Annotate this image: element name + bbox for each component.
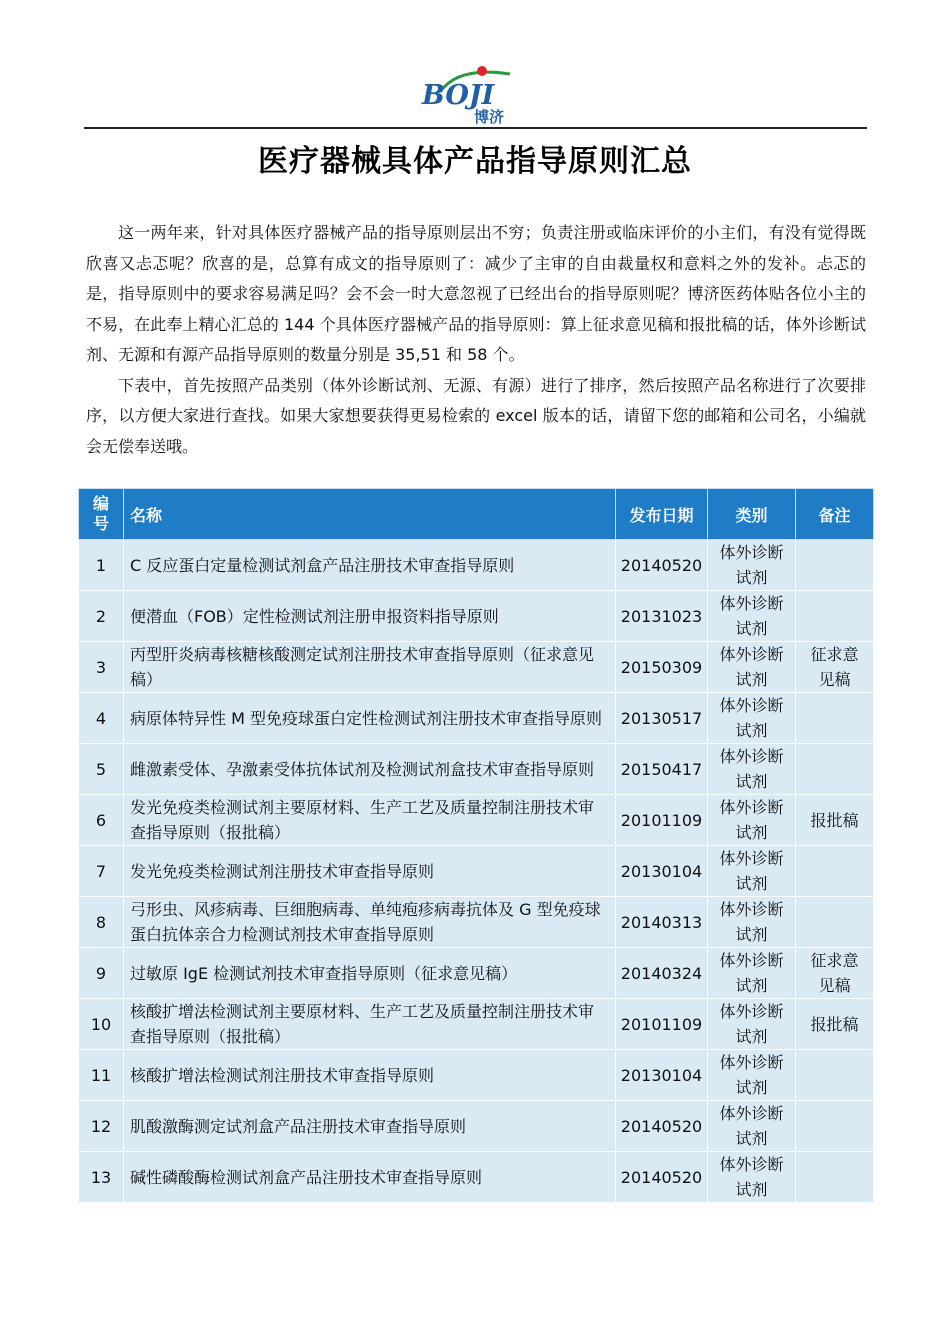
row-date: 20140324 — [616, 948, 708, 999]
table-row — [79, 1152, 874, 1203]
row-note — [796, 846, 874, 897]
header-name: 名称 — [124, 489, 616, 540]
row-number: 3 — [79, 642, 124, 693]
row-number: 7 — [79, 846, 124, 897]
row-date: 20131023 — [616, 591, 708, 642]
guidelines-table — [78, 488, 874, 1203]
intro-paragraph-1: 这一两年来，针对具体医疗器械产品的指导原则层出不穷；负责注册或临床评价的小主们，有没有觉得既欣喜又忐忑呢？欣喜的是，总算有成文的指导原则了：减少了主审的自由裁量权和意料之外的发补。忐忑的是，指导原则中的要求容易满足吗？会不会一时大意忽视了已经出台的指导原则呢？博济医药体贴各位小主的不易，在此奉上精心汇总的 144 个具体医疗器械产品的指导原则：算上征求意见稿和报批稿的话，体外诊断试剂、无源和有源产品指导原则的数量分别是 35,51 和 58 个。 — [86, 223, 866, 364]
row-name: 雌激素受体、孕激素受体抗体试剂及检测试剂盒技术审查指导原则 — [124, 744, 616, 795]
row-date: 20101109 — [616, 999, 708, 1050]
row-category: 体外诊断试剂 — [708, 846, 796, 897]
row-name: 便潜血（FOB）定性检测试剂注册申报资料指导原则 — [124, 591, 616, 642]
row-category: 体外诊断试剂 — [708, 1152, 796, 1203]
row-category: 体外诊断试剂 — [708, 897, 796, 948]
row-date: 20140520 — [616, 540, 708, 591]
row-date: 20140520 — [616, 1101, 708, 1152]
row-name: 发光免疫类检测试剂注册技术审查指导原则 — [124, 846, 616, 897]
row-date: 20150309 — [616, 642, 708, 693]
table-row — [79, 744, 874, 795]
row-note: 征求意见稿 — [796, 642, 874, 693]
row-number: 8 — [79, 897, 124, 948]
row-number: 11 — [79, 1050, 124, 1101]
table-row — [79, 1050, 874, 1101]
header-category: 类别 — [708, 489, 796, 540]
boji-logo — [418, 62, 528, 128]
row-date: 20130104 — [616, 846, 708, 897]
table-header-row — [79, 489, 874, 540]
row-name: 弓形虫、风疹病毒、巨细胞病毒、单纯疱疹病毒抗体及 G 型免疫球蛋白抗体亲合力检测试剂技术审查指导原则 — [124, 897, 616, 948]
row-number: 4 — [79, 693, 124, 744]
row-name: C 反应蛋白定量检测试剂盒产品注册技术审查指导原则 — [124, 540, 616, 591]
row-note — [796, 540, 874, 591]
row-name: 过敏原 IgE 检测试剂技术审查指导原则（征求意见稿） — [124, 948, 616, 999]
svg-text:BOJI: BOJI — [422, 80, 495, 111]
svg-text:博济: 博济 — [474, 108, 505, 126]
table-row — [79, 540, 874, 591]
row-number: 2 — [79, 591, 124, 642]
row-note — [796, 693, 874, 744]
row-name: 丙型肝炎病毒核糖核酸测定试剂注册技术审查指导原则（征求意见稿） — [124, 642, 616, 693]
table-row — [79, 897, 874, 948]
row-date: 20140313 — [616, 897, 708, 948]
row-number: 6 — [79, 795, 124, 846]
table-row — [79, 693, 874, 744]
row-number: 5 — [79, 744, 124, 795]
row-note — [796, 1152, 874, 1203]
row-note: 报批稿 — [796, 795, 874, 846]
row-number: 13 — [79, 1152, 124, 1203]
row-category: 体外诊断试剂 — [708, 1101, 796, 1152]
row-category: 体外诊断试剂 — [708, 744, 796, 795]
row-name: 病原体特异性 M 型免疫球蛋白定性检测试剂注册技术审查指导原则 — [124, 693, 616, 744]
header-divider — [84, 127, 867, 129]
row-number: 10 — [79, 999, 124, 1050]
row-name: 肌酸激酶测定试剂盒产品注册技术审查指导原则 — [124, 1101, 616, 1152]
row-date: 20140520 — [616, 1152, 708, 1203]
row-note — [796, 1101, 874, 1152]
row-note — [796, 744, 874, 795]
intro-paragraph-2: 下表中，首先按照产品类别（体外诊断试剂、无源、有源）进行了排序，然后按照产品名称进行了次要排序，以方便大家进行查找。如果大家想要获得更易检索的 excel 版本的话，请留下您的邮箱和公司名，小编就会无偿奉送哦。 — [86, 375, 866, 456]
row-category: 体外诊断试剂 — [708, 948, 796, 999]
row-date: 20130104 — [616, 1050, 708, 1101]
row-name: 核酸扩增法检测试剂主要原材料、生产工艺及质量控制注册技术审查指导原则（报批稿） — [124, 999, 616, 1050]
table-row — [79, 642, 874, 693]
intro-text — [86, 218, 866, 462]
row-date: 20101109 — [616, 795, 708, 846]
row-category: 体外诊断试剂 — [708, 999, 796, 1050]
row-name: 发光免疫类检测试剂主要原材料、生产工艺及质量控制注册技术审查指导原则（报批稿） — [124, 795, 616, 846]
table-row — [79, 1101, 874, 1152]
table-row — [79, 846, 874, 897]
row-name: 碱性磷酸酶检测试剂盒产品注册技术审查指导原则 — [124, 1152, 616, 1203]
row-note: 报批稿 — [796, 999, 874, 1050]
row-note — [796, 591, 874, 642]
row-category: 体外诊断试剂 — [708, 795, 796, 846]
row-note — [796, 897, 874, 948]
row-number: 12 — [79, 1101, 124, 1152]
row-note: 征求意见稿 — [796, 948, 874, 999]
table-row — [79, 948, 874, 999]
row-number: 9 — [79, 948, 124, 999]
page-title: 医疗器械具体产品指导原则汇总 — [258, 144, 692, 179]
table-row — [79, 795, 874, 846]
header-date: 发布日期 — [616, 489, 708, 540]
row-category: 体外诊断试剂 — [708, 540, 796, 591]
row-name: 核酸扩增法检测试剂注册技术审查指导原则 — [124, 1050, 616, 1101]
row-date: 20150417 — [616, 744, 708, 795]
row-category: 体外诊断试剂 — [708, 642, 796, 693]
row-category: 体外诊断试剂 — [708, 693, 796, 744]
header-note: 备注 — [796, 489, 874, 540]
header-number: 编号 — [79, 489, 124, 540]
row-note — [796, 1050, 874, 1101]
table-row — [79, 999, 874, 1050]
row-number: 1 — [79, 540, 124, 591]
row-category: 体外诊断试剂 — [708, 1050, 796, 1101]
row-category: 体外诊断试剂 — [708, 591, 796, 642]
row-date: 20130517 — [616, 693, 708, 744]
table-row — [79, 591, 874, 642]
